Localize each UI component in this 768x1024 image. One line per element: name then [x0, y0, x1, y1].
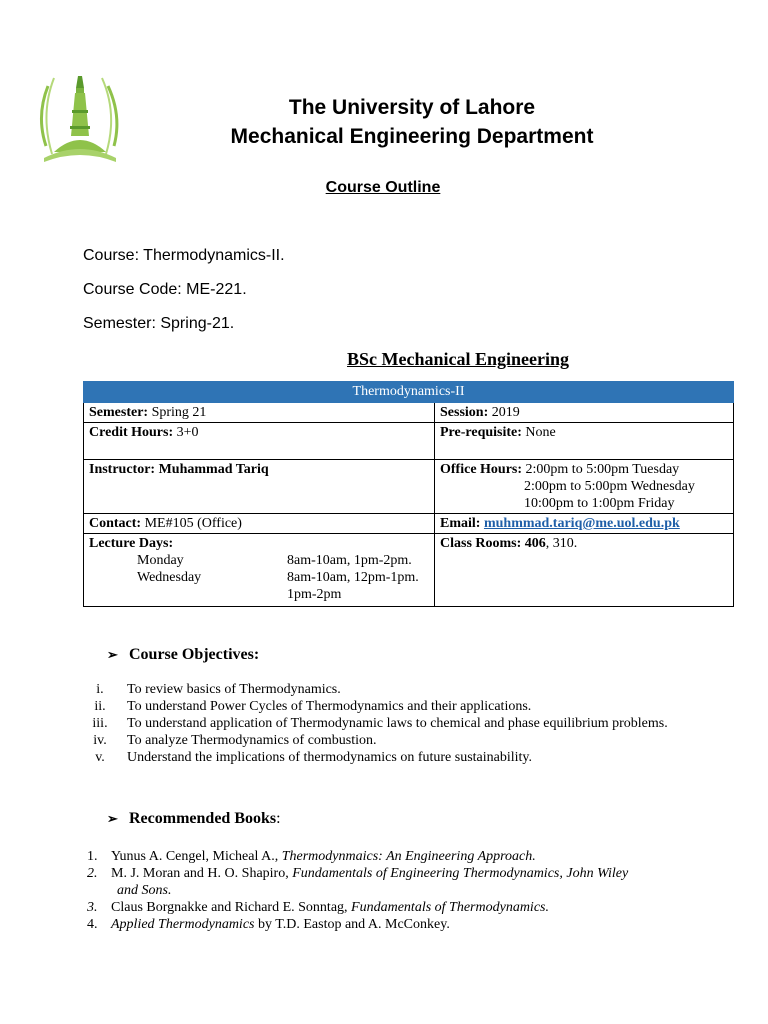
arrow-bullet-icon: ➢: [107, 811, 118, 826]
lecture-days-cell: Lecture Days: Monday 8am-10am, 1pm-2pm. Wednesday 8am-10am, 12pm-1pm. 1pm-2pm: [84, 534, 435, 607]
semester-cell: Semester: Spring 21: [84, 403, 435, 423]
recommended-books-heading: ➢ Recommended Books :: [107, 810, 281, 827]
course-semester: Semester: Spring-21.: [83, 315, 235, 332]
objective-item: v. Understand the implications of thermodynamics on future sustainability.: [95, 750, 533, 765]
course-info-table: [83, 381, 734, 607]
book-item: 1. Yunus A. Cengel, Micheal A., Thermodynmaics: An Engineering Approach.: [87, 849, 536, 864]
table-row: [84, 460, 734, 514]
program-title: BSc Mechanical Engineering: [347, 349, 569, 369]
email-link[interactable]: muhmmad.tariq@me.uol.edu.pk: [483, 516, 680, 531]
objective-item: ii. To understand Power Cycles of Thermodynamics and their applications.: [94, 699, 532, 714]
contact-cell: Contact: ME#105 (Office): [84, 514, 435, 534]
arrow-bullet-icon: ➢: [107, 647, 118, 662]
objective-item: i. To review basics of Thermodynamics.: [96, 682, 341, 697]
table-row: [84, 423, 734, 460]
book-item: 2. M. J. Moran and H. O. Shapiro, Fundamentals of Engineering Thermodynamics, John Wiley and Sons.: [87, 866, 629, 898]
class-rooms-cell: Class Rooms: 406, 310.: [435, 534, 734, 607]
table-header-row: [84, 382, 734, 403]
objective-item: iii. To understand application of Thermodynamic laws to chemical and phase equilibrium problems.: [92, 716, 668, 731]
course-objectives-heading: ➢ Course Objectives:: [107, 646, 260, 663]
course-name: Course: Thermodynamics-II.: [83, 247, 285, 264]
book-item: 4. Applied Thermodynamics by T.D. Eastop and A. McConkey.: [87, 917, 450, 932]
table-row: [84, 403, 734, 423]
course-code: Course Code: ME-221.: [83, 281, 247, 298]
objective-item: iv. To analyze Thermodynamics of combustion.: [93, 733, 377, 748]
objectives-list: [82, 681, 682, 766]
session-cell: Session: 2019: [435, 403, 734, 423]
office-hours-cell: Office Hours: 2:00pm to 5:00pm Tuesday 2:00pm to 5:00pm Wednesday 10:00pm to 1:00pm Friday: [435, 460, 734, 514]
book-item: 3. Claus Borgnakke and Richard E. Sonntag, Fundamentals of Thermodynamics.: [87, 900, 549, 915]
course-outline-title: Course Outline: [325, 179, 441, 196]
instructor-cell: Instructor: Muhammad Tariq: [84, 460, 435, 514]
university-name: The University of Lahore: [288, 96, 536, 119]
books-list: [87, 848, 687, 933]
table-title: Thermodynamics-II: [84, 382, 734, 403]
prerequisite-cell: Pre-requisite: None: [435, 423, 734, 460]
credit-hours-cell: Credit Hours: 3+0: [84, 423, 435, 460]
department-name: Mechanical Engineering Department: [230, 125, 594, 148]
table-row: [84, 534, 734, 607]
email-cell: Email: muhmmad.tariq@me.uol.edu.pk: [435, 514, 734, 534]
table-row: [84, 514, 734, 534]
